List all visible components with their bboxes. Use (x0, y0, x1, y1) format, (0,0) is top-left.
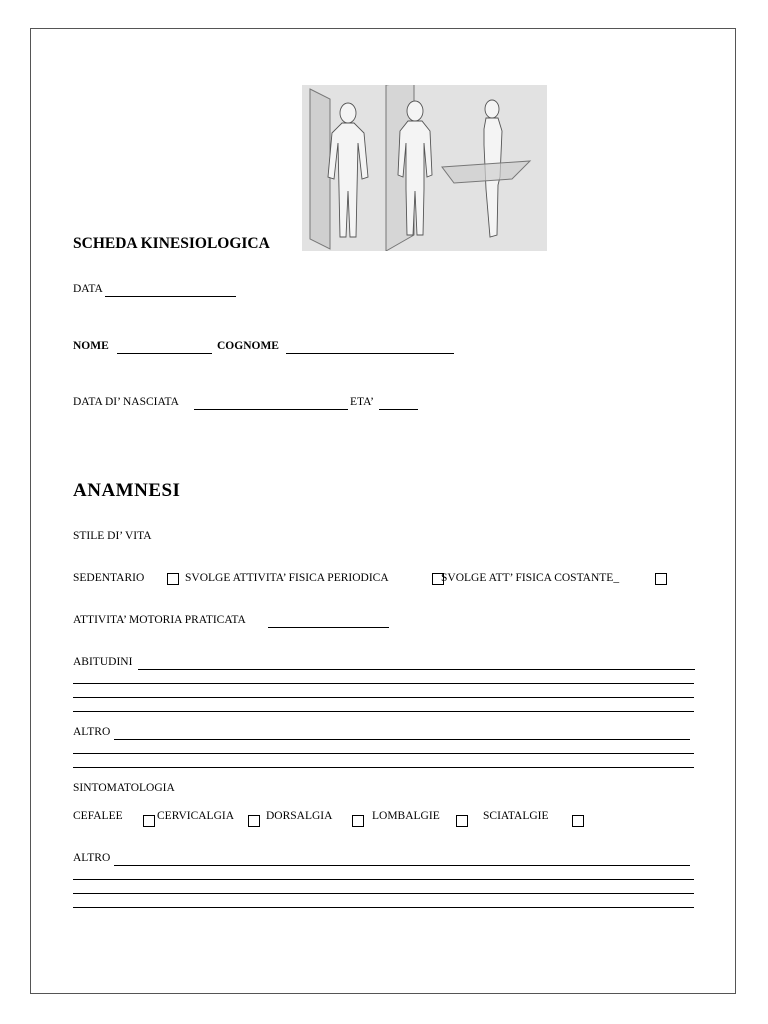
activity-label: ATTIVITA’ MOTORIA PRATICATA (73, 614, 246, 626)
cognome-field[interactable] (286, 353, 454, 354)
other2-field-line-1[interactable] (114, 865, 690, 866)
symptom-lombalgie-label: LOMBALGIE (372, 810, 440, 822)
dorsalgia-checkbox[interactable] (352, 815, 364, 827)
cefalee-checkbox[interactable] (143, 815, 155, 827)
body-planes-illustration (302, 85, 547, 251)
anamnesi-heading: ANAMNESI (73, 480, 181, 501)
costante-checkbox[interactable] (655, 573, 667, 585)
birthdate-label: DATA DI’ NASCIATA (73, 396, 179, 408)
option-periodica-label: SVOLGE ATTIVITA’ FISICA PERIODICA (185, 572, 389, 584)
other2-label: ALTRO (73, 852, 111, 864)
symptoms-label: SINTOMATOLOGIA (73, 782, 175, 794)
habits-label: ABITUDINI (73, 656, 133, 668)
other-field-line-3[interactable] (73, 767, 694, 768)
other2-field-line-4[interactable] (73, 907, 694, 908)
symptom-cefalee-label: CEFALEE (73, 810, 123, 822)
nome-label: NOME (73, 340, 109, 352)
option-sedentario-label: SEDENTARIO (73, 572, 145, 584)
other-label: ALTRO (73, 726, 111, 738)
data-label: DATA (73, 283, 103, 295)
other2-field-line-3[interactable] (73, 893, 694, 894)
habits-field-line-4[interactable] (73, 711, 694, 712)
age-field[interactable] (379, 409, 418, 410)
symptom-cervicalgia-label: CERVICALGIA (157, 810, 235, 822)
habits-field-line-3[interactable] (73, 697, 694, 698)
birthdate-field[interactable] (194, 409, 348, 410)
option-costante-label: SVOLGE ATT’ FISICA COSTANTE_ (441, 572, 620, 584)
data-field[interactable] (105, 296, 236, 297)
other2-field-line-2[interactable] (73, 879, 694, 880)
symptom-sciatalgie-label: SCIATALGIE (483, 810, 549, 822)
habits-field-line-2[interactable] (73, 683, 694, 684)
nome-field[interactable] (117, 353, 212, 354)
anatomical-planes-figure (302, 85, 547, 251)
age-label: ETA’ (350, 396, 374, 408)
sedentario-checkbox[interactable] (167, 573, 179, 585)
other-field-line-2[interactable] (73, 753, 694, 754)
form-title: SCHEDA KINESIOLOGICA (73, 235, 270, 252)
symptom-dorsalgia-label: DORSALGIA (266, 810, 333, 822)
lifestyle-label: STILE DI’ VITA (73, 530, 152, 542)
activity-field[interactable] (268, 627, 389, 628)
cervicalgia-checkbox[interactable] (248, 815, 260, 827)
cognome-label: COGNOME (217, 340, 279, 352)
sciatalgie-checkbox[interactable] (572, 815, 584, 827)
other-field-line-1[interactable] (114, 739, 690, 740)
lombalgie-checkbox[interactable] (456, 815, 468, 827)
habits-field-line-1[interactable] (138, 669, 695, 670)
